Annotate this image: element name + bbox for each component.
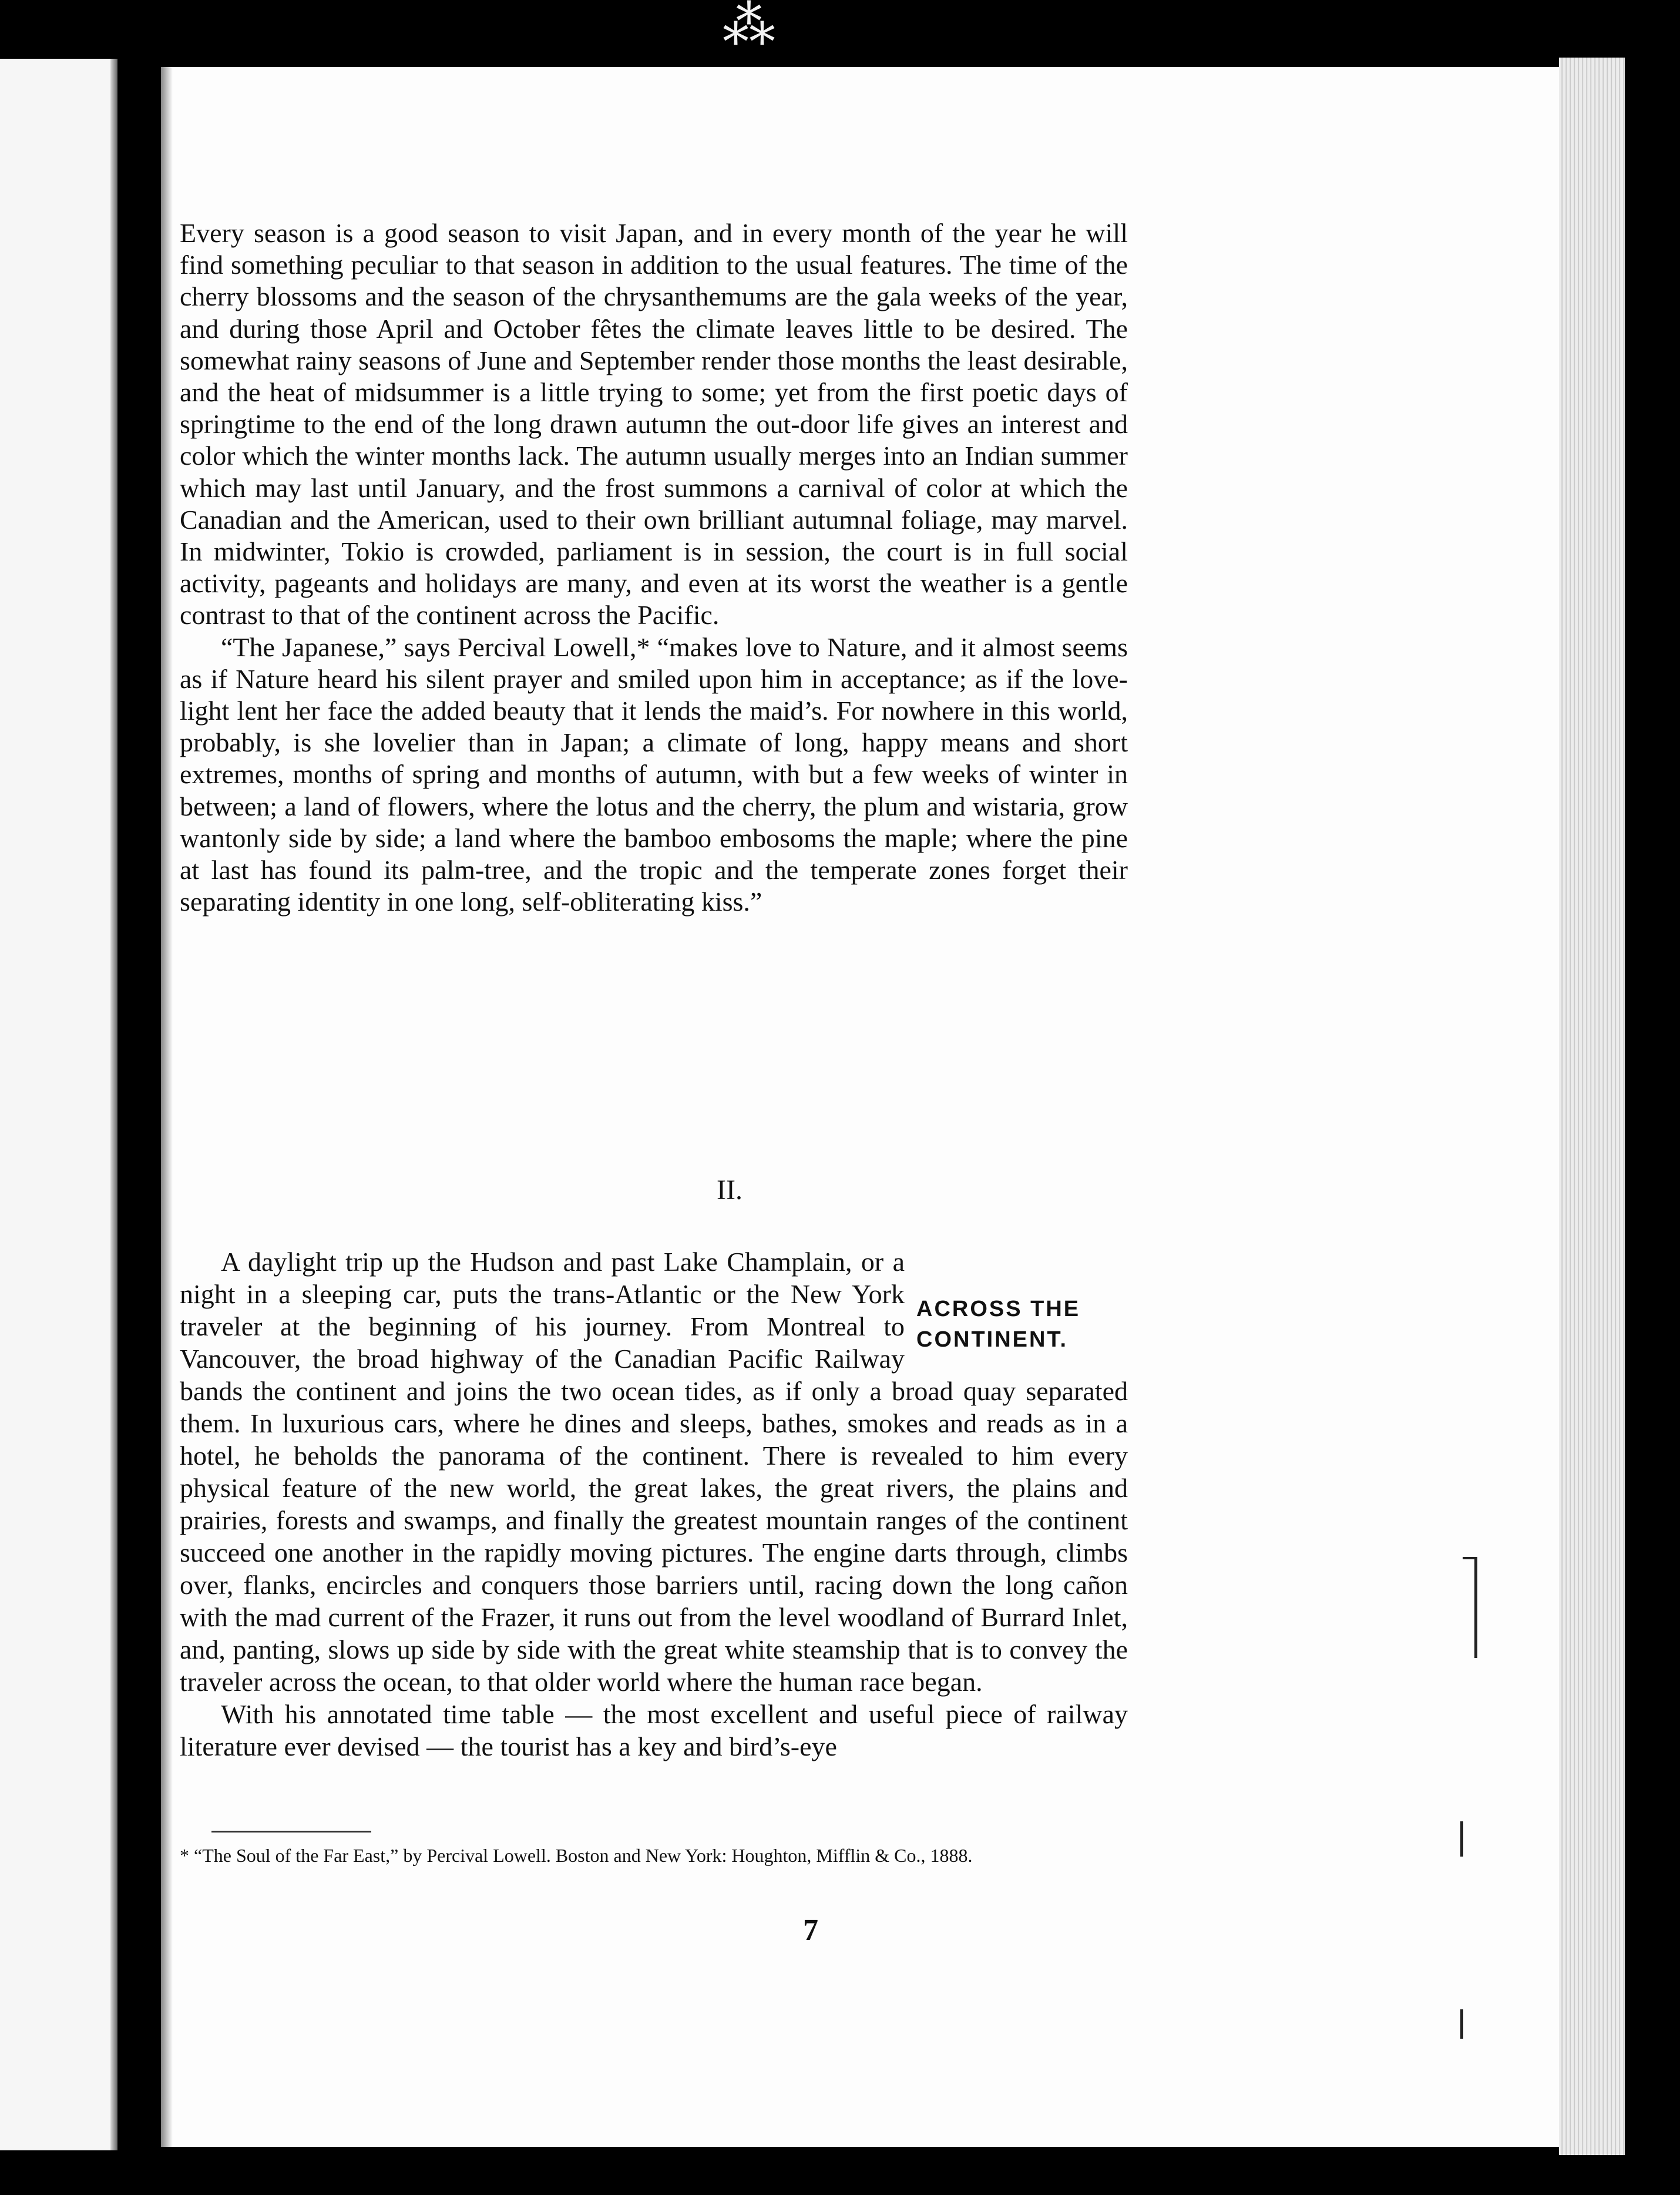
section-heading: II. [717,1174,742,1206]
paragraph-across-continent: A daylight trip up the Hudson and past Lake Champlain, or a night in a sleeping car, puts the trans-Atlantic or the New York traveler at the beginning of his journey. From Montreal to Vancouver, the broad highway of the Canadian Pacific Railway bands the continent and joins the two ocean tides, as if only a broad quay separated them. In luxurious cars, where he dines and sleeps, bathes, smokes and reads as in a hotel, he beholds the panorama of the continent. There is revealed to him every physical feature of the new world, the great lakes, the great rivers, the plains and prairies, forests and swamps, and finally the greatest mountain ranges of the continent succeed one another in the rapidly moving pictures. The engine darts through, climbs over, flanks, encircles and conquers those barriers until, racing down the long cañon with the mad current of the Frazer, it runs out from the level woodland of Burrard Inlet, and, panting, slows up side by side with the great white steamship that is to convey the traveler across the ocean, to that older world where the human race began. [180,1247,1128,1697]
footnote: * “The Soul of the Far East,” by Percival Lowell. Boston and New York: Houghton, Mifflin & Co., 1888. [180,1845,973,1866]
scan-mark [1474,1558,1477,1658]
scan-artifact: ⁂ [723,0,771,55]
book-page-edges [1559,58,1625,2155]
paragraph-seasons: Every season is a good season to visit Japan, and in every month of the year he will find something peculiar to that season in addition to the usual features. The time of the cherry blossoms and the season of the chrysanthemums are the gala weeks of the year, and during those April and October fêtes the climate leaves little to be desired. The somewhat rainy seasons of June and September render those months the least desirable, and the heat of midsummer is a little trying to some; yet from the first poetic days of springtime to the end of the long drawn autumn the out-door life gives an interest and color which the winter months lack. The autumn usually merges into an Indian summer which may last until January, and the frost summons a carnival of color at which the Canadian and the American, used to their own brilliant autumnal foliage, may marvel. In midwinter, Tokio is crowded, parliament is in session, the court is in full social activity, pageants and holidays are many, and even at its worst the weather is a gentle contrast to that of the continent across the Pacific. [180,218,1128,630]
body-text-part-2 [180,1246,1128,1763]
paragraph-lowell-quote: “The Japanese,” says Percival Lowell,* “makes love to Nature, and it almost seems as if Nature heard his silent prayer and smiled upon him in acceptance; as if the love-light lent her face the added beauty that it lends the maid’s. For nowhere in this world, probably, is she lovelier than in Japan; a climate of long, happy means and short extremes, months of spring and months of autumn, with but a few weeks of winter in between; a land of flowers, where the lotus and the cherry, the plum and wistaria, grow wantonly side by side; a land where the bamboo embosoms the maple; where the pine at last has found its palm-tree, and the tropic and the temperate zones forget their separating identity in one long, self-obliterating kiss.” [180,632,1128,917]
scan-mark [1463,1557,1477,1559]
scan-mark [1460,2009,1463,2039]
footnote-divider [211,1831,371,1832]
page-gutter-shadow [110,59,117,2150]
previous-page-edge [0,59,117,2150]
page-number: 7 [803,1914,818,1947]
scan-mark [1460,1821,1463,1857]
margin-sidenote: ACROSS THE CONTINENT. [916,1297,1081,1352]
page-binding-shadow [161,67,173,2147]
body-text-part-1 [180,217,1128,918]
paragraph-time-table: With his annotated time table — the most excellent and useful piece of railway literature ever devised — the tourist has a key and bird’s-eye [180,1699,1128,1761]
